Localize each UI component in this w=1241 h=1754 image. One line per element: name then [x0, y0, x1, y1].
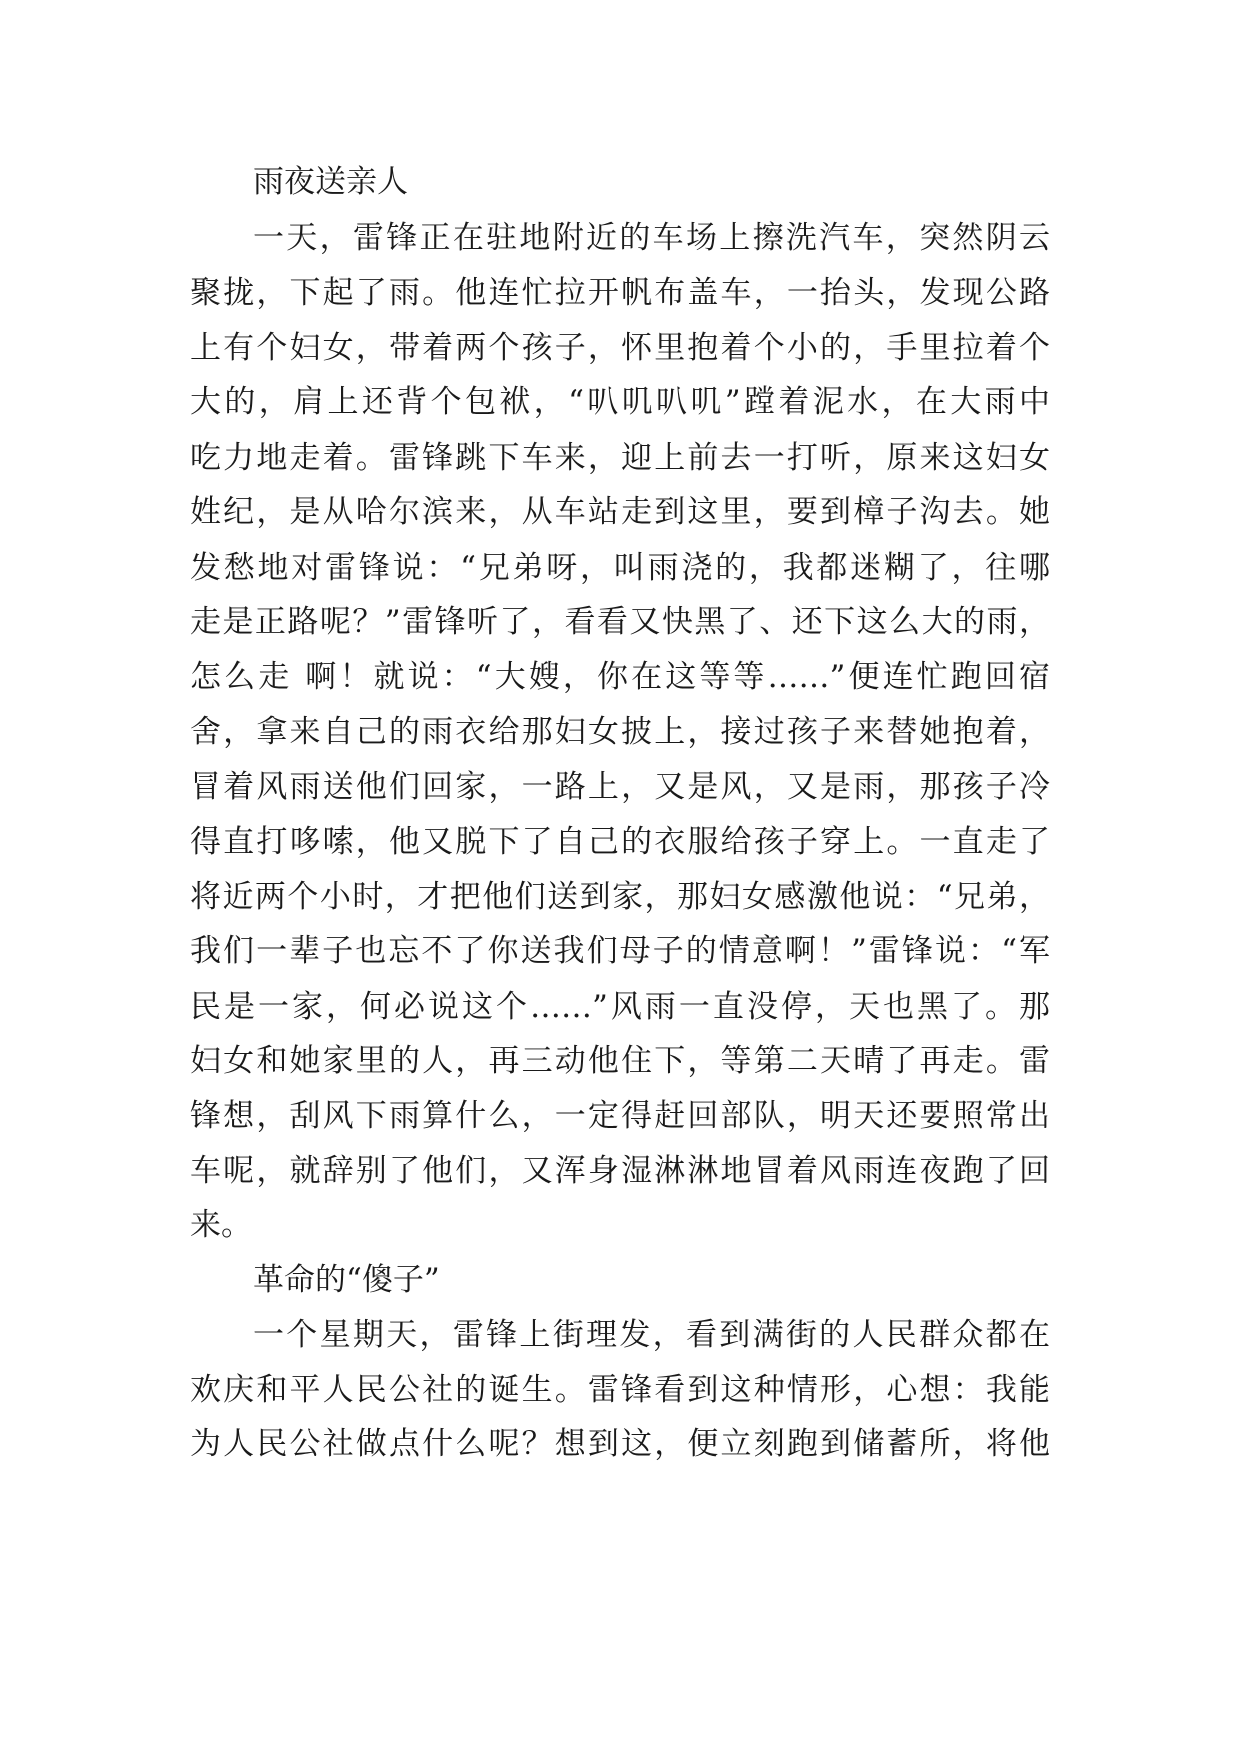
paragraph-line: 一个星期天，雷锋上街理发，看到满街的人民群众都在 — [253, 1317, 1050, 1353]
section-heading-rainy-night: 雨夜送亲人 — [253, 164, 408, 200]
paragraph-line: 来。 — [190, 1207, 252, 1243]
paragraph-line: 锋想，刮风下雨算什么，一定得赶回部队，明天还要照常出 — [190, 1098, 1050, 1134]
paragraph-line: 姓纪，是从哈尔滨来，从车站走到这里，要到樟子沟去。她 — [190, 494, 1050, 530]
paragraph-line: 走是正路呢？”雷锋听了，看看又快黑了、还下这么大的雨， — [190, 604, 1050, 640]
paragraph-line: 一天，雷锋正在驻地附近的车场上擦洗汽车，突然阴云 — [253, 220, 1050, 256]
paragraph-line: 得直打哆嗦，他又脱下了自己的衣服给孩子穿上。一直走了 — [190, 824, 1050, 860]
paragraph-line: 将近两个小时，才把他们送到家，那妇女感激他说：“兄弟， — [190, 879, 1050, 915]
paragraph-line: 车呢，就辞别了他们，又浑身湿淋淋地冒着风雨连夜跑了回 — [190, 1153, 1050, 1189]
paragraph-line: 发愁地对雷锋说：“兄弟呀，叫雨浇的，我都迷糊了，往哪 — [190, 550, 1050, 586]
paragraph-line: 妇女和她家里的人，再三动他住下，等第二天晴了再走。雷 — [190, 1043, 1050, 1079]
paragraph-line: 舍，拿来自己的雨衣给那妇女披上，接过孩子来替她抱着， — [190, 714, 1050, 750]
paragraph-line: 欢庆和平人民公社的诞生。雷锋看到这种情形，心想：我能 — [190, 1372, 1050, 1408]
paragraph-line: 为人民公社做点什么呢？想到这，便立刻跑到储蓄所，将他 — [190, 1426, 1050, 1462]
paragraph-line: 民是一家，何必说这个……”风雨一直没停，天也黑了。那 — [190, 989, 1050, 1025]
paragraph-line: 冒着风雨送他们回家，一路上，又是风，又是雨，那孩子冷 — [190, 769, 1050, 805]
section-heading-revolutionary-fool: 革命的“傻子” — [253, 1262, 440, 1298]
paragraph-line: 我们一辈子也忘不了你送我们母子的情意啊！”雷锋说：“军 — [190, 933, 1050, 969]
paragraph-line: 大的，肩上还背个包袱，“叭叽叭叽”蹚着泥水，在大雨中 — [190, 384, 1050, 420]
paragraph-line: 吃力地走着。雷锋跳下车来，迎上前去一打听，原来这妇女 — [190, 440, 1050, 476]
paragraph-line: 上有个妇女，带着两个孩子，怀里抱着个小的，手里拉着个 — [190, 330, 1050, 366]
paragraph-line: 聚拢，下起了雨。他连忙拉开帆布盖车，一抬头，发现公路 — [190, 275, 1050, 311]
paragraph-line: 怎么走 啊！就说：“大嫂，你在这等等……”便连忙跑回宿 — [190, 659, 1050, 695]
